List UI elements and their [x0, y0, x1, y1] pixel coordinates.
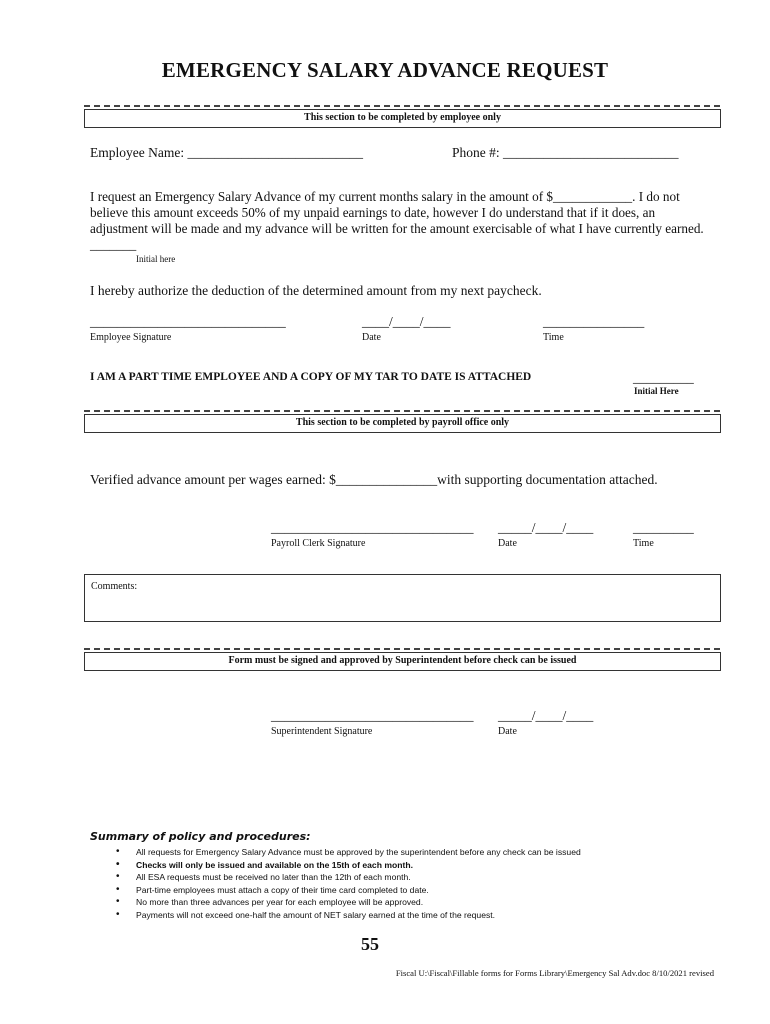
- comments-box[interactable]: [84, 574, 721, 622]
- form-title: EMERGENCY SALARY ADVANCE REQUEST: [161, 58, 609, 82]
- employee-time-label: Time: [543, 332, 564, 343]
- section-label: This section to be completed by payroll office only: [295, 417, 510, 428]
- summary-title: Summary of policy and procedures:: [90, 830, 311, 843]
- payroll-date-line[interactable]: _____/____/____: [498, 520, 594, 535]
- payroll-signature-label: Payroll Clerk Signature: [271, 538, 366, 549]
- employee-name-label: Employee Name:: [90, 145, 188, 160]
- summary-item: • Payments will not exceed one-half the amount of NET salary earned at the time of the request.: [116, 909, 716, 922]
- dashed-divider: [84, 410, 720, 412]
- footer-path: Fiscal U:\Fiscal\Fillable forms for Forms Library\Emergency Sal Adv.doc 8/10/2021 revised: [395, 968, 714, 978]
- superintendent-section-header: [84, 652, 721, 671]
- summary-item: • Checks will only be issued and available on the 15th of each month.: [116, 859, 716, 872]
- employee-date-line[interactable]: ____/____/____: [362, 314, 451, 329]
- section-label: Form must be signed and approved by Superintendent before check can be issued: [228, 655, 577, 666]
- summary-item: • No more than three advances per year for each employee will be approved.: [116, 896, 716, 909]
- payroll-section-header: [84, 414, 721, 433]
- summary-item: • All requests for Emergency Salary Advance must be approved by the superintendent before any check can be issued: [116, 846, 716, 859]
- dashed-divider: [84, 105, 720, 107]
- phone-blank[interactable]: __________________________: [503, 145, 679, 160]
- part-time-initial-line[interactable]: _________: [633, 370, 694, 385]
- payroll-time-line[interactable]: _________: [633, 520, 694, 535]
- employee-section-header: [84, 109, 721, 128]
- dashed-divider: [84, 648, 720, 650]
- employee-name-blank[interactable]: __________________________: [187, 145, 363, 160]
- comments-label: Comments:: [91, 581, 138, 592]
- initial-here-label: Initial here: [136, 254, 176, 264]
- phone-field[interactable]: [452, 145, 679, 161]
- summary-item: • Part-time employees must attach a copy of their time card completed to date.: [116, 884, 716, 897]
- summary-list: [116, 846, 716, 922]
- request-paragraph: I request an Emergency Salary Advance of my current months salary in the amount of $____________. I do not believe this amount exceeds 50% of my unpaid earnings to date, however I do understand that if it does, an adjustment will be made and my advance will be written for the amount exercisable of what I have currently earned. _______: [90, 189, 704, 252]
- employee-date-label: Date: [362, 332, 381, 343]
- part-time-initial-label: Initial Here: [634, 386, 679, 396]
- employee-signature-line[interactable]: _____________________________: [90, 314, 286, 329]
- payroll-time-label: Time: [633, 538, 654, 549]
- employee-name-field[interactable]: [90, 145, 363, 161]
- payroll-date-label: Date: [498, 538, 517, 549]
- superintendent-signature-line[interactable]: ______________________________: [271, 708, 474, 723]
- verified-amount-text[interactable]: Verified advance amount per wages earned: $_______________with supporting documentation attached.: [90, 472, 658, 487]
- page-number: 55: [361, 934, 379, 954]
- summary-item: • All ESA requests must be received no later than the 12th of each month.: [116, 871, 716, 884]
- employee-signature-label: Employee Signature: [90, 332, 172, 343]
- phone-label: Phone #:: [452, 145, 504, 160]
- superintendent-date-line[interactable]: _____/____/____: [498, 708, 594, 723]
- section-label: This section to be completed by employee only: [304, 112, 501, 123]
- superintendent-signature-label: Superintendent Signature: [271, 726, 373, 737]
- payroll-signature-line[interactable]: ______________________________: [271, 520, 474, 535]
- authorize-text: I hereby authorize the deduction of the determined amount from my next paycheck.: [90, 283, 542, 298]
- superintendent-date-label: Date: [498, 726, 517, 737]
- employee-time-line[interactable]: _______________: [543, 314, 645, 329]
- part-time-statement: I AM A PART TIME EMPLOYEE AND A COPY OF MY TAR TO DATE IS ATTACHED: [90, 371, 532, 383]
